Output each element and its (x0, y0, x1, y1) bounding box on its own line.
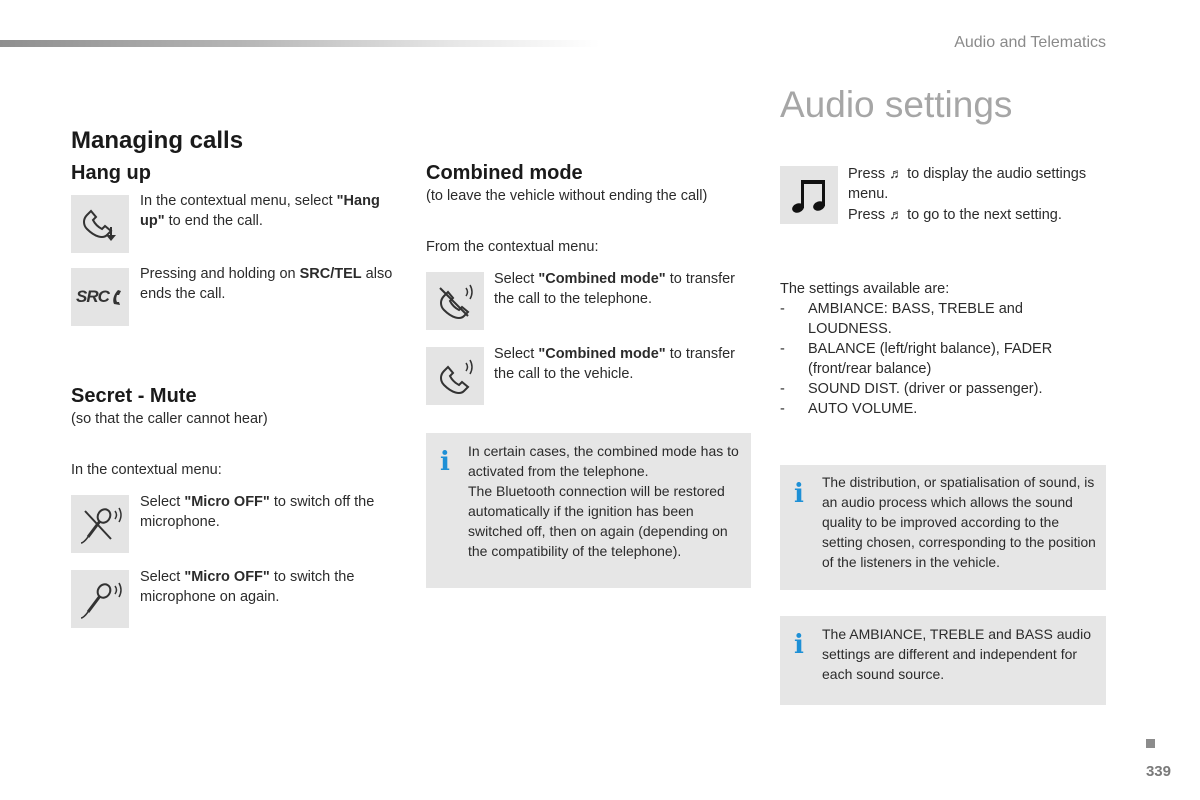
info-icon: i (440, 447, 450, 477)
micro-off-instruction: Select "Micro OFF" to switch off the microphone. (140, 494, 375, 530)
heading-secret-mute: Secret - Mute (71, 385, 197, 407)
section-title-audio-settings: Audio settings (780, 84, 1013, 125)
heading-hang-up: Hang up (71, 162, 151, 184)
chapter-title: Audio and Telematics (954, 34, 1106, 51)
microphone-on-icon (71, 570, 129, 628)
page-number: 339 (1145, 763, 1171, 780)
list-item: - AUTO VOLUME. (780, 399, 1080, 419)
combined-mode-info-box (426, 433, 751, 588)
phone-transfer-on-icon (426, 347, 484, 405)
combined-mode-to-vehicle: Select "Combined mode" to transfer the call to the vehicle. (494, 346, 735, 382)
info-line-2: The Bluetooth connection will be restored automatically if the ignition has been switched off, then on again (depending on the compatibility of the telephone). (468, 483, 728, 559)
info-icon: i (794, 479, 804, 509)
spatialisation-info-box (780, 465, 1106, 590)
combined-mode-subtitle: (to leave the vehicle without ending the call) (426, 188, 708, 204)
ambiance-info-box (780, 616, 1106, 705)
hang-up-instruction: In the contextual menu, select "Hang up" to end the call. (140, 193, 380, 229)
settings-available (780, 279, 1080, 419)
combined-mode-to-phone: Select "Combined mode" to transfer the call to the telephone. (494, 271, 735, 307)
list-item: - SOUND DIST. (driver or passenger). (780, 379, 1080, 399)
settings-intro: The settings available are: (780, 281, 950, 297)
list-item: - AMBIANCE: BASS, TREBLE and LOUDNESS. (780, 299, 1080, 339)
music-note-inline-icon: ♬ (889, 206, 904, 222)
info-line-1: In certain cases, the combined mode has to activated from the telephone. (468, 443, 739, 479)
combined-mode-intro: From the contextual menu: (426, 239, 599, 255)
list-item: - BALANCE (left/right balance), FADER (front/rear balance) (780, 339, 1080, 379)
micro-on-instruction: Select "Micro OFF" to switch the microphone on again. (140, 569, 355, 605)
section-title-managing-calls: Managing calls (71, 127, 244, 154)
microphone-off-icon (71, 495, 129, 553)
src-tel-instruction: Pressing and holding on SRC/TEL also ends the call. (140, 266, 393, 302)
phone-transfer-off-icon (426, 272, 484, 330)
combined-mode-info-text (468, 441, 743, 561)
settings-list (780, 299, 1080, 419)
secret-mute-subtitle: (so that the caller cannot hear) (71, 411, 268, 427)
heading-combined-mode: Combined mode (426, 162, 583, 184)
src-label: SRC (76, 287, 109, 306)
src-tel-icon (71, 268, 129, 326)
spatialisation-info-text: The distribution, or spatialisation of sound, is an audio process which allows the sound quality to be improved according to the setting chosen, corresponding to the position of the listeners in the vehicle. (822, 475, 1096, 570)
header-gradient-bar (0, 40, 600, 47)
music-note-icon (780, 166, 838, 224)
info-icon: i (794, 630, 804, 660)
hang-up-icon (71, 195, 129, 253)
audio-press-instructions: Press ♬ to display the audio settings menu. Press ♬ to go to the next setting. (848, 165, 1087, 223)
music-note-inline-icon: ♬ (889, 165, 904, 181)
ambiance-info-text: The AMBIANCE, TREBLE and BASS audio settings are different and independent for each sound source. (822, 626, 1091, 682)
page-marker (1146, 739, 1155, 748)
secret-mute-intro: In the contextual menu: (71, 462, 222, 478)
